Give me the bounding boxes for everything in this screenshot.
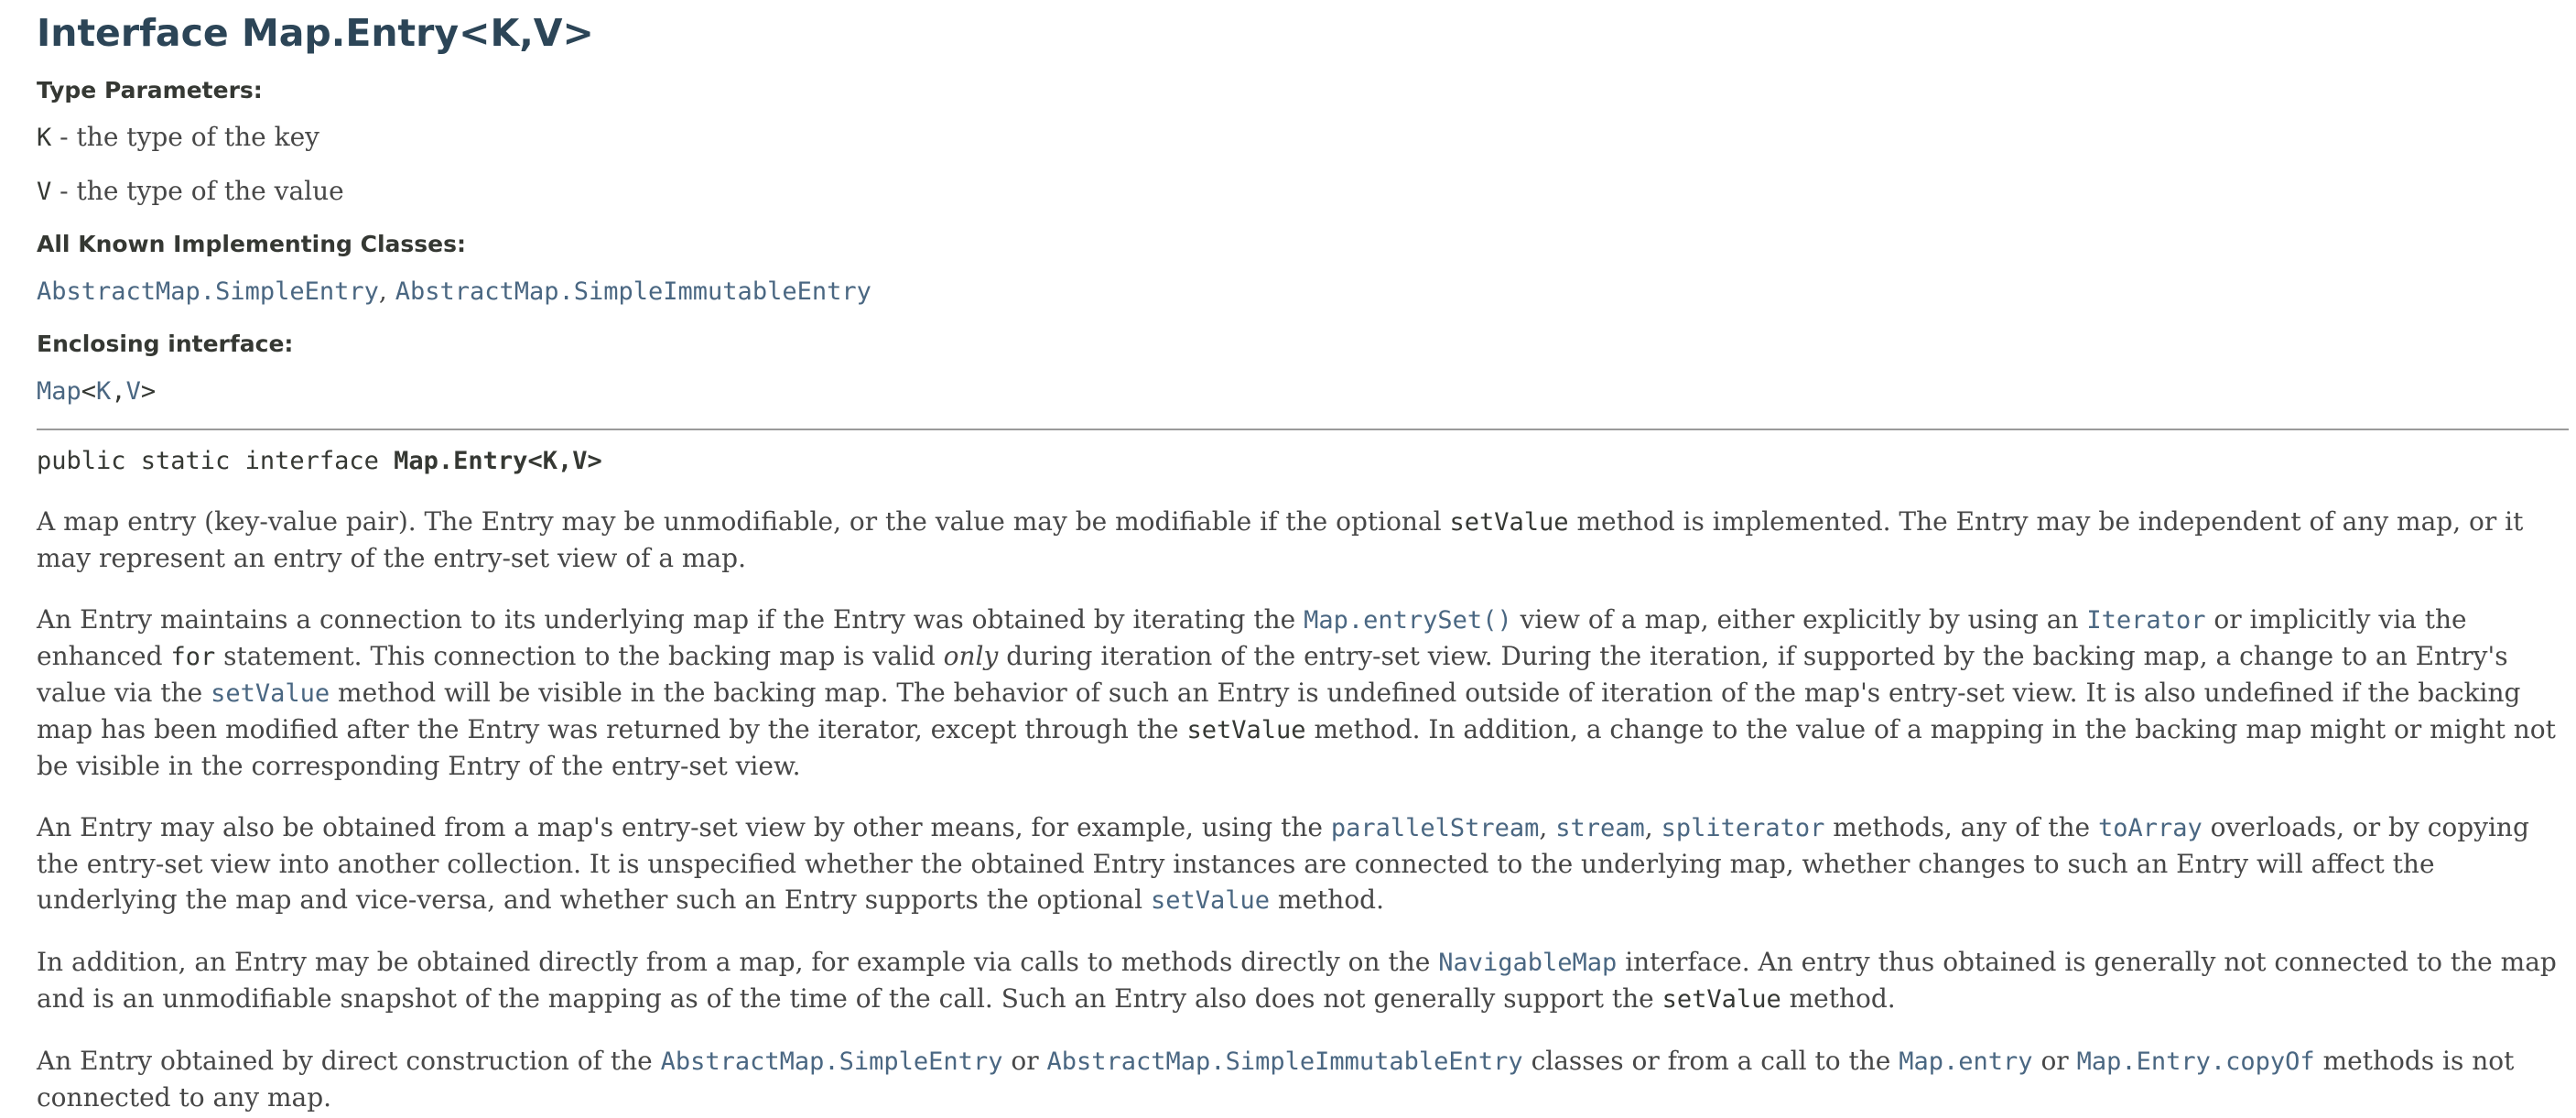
link-navigablemap[interactable]: NavigableMap <box>1438 949 1618 977</box>
type-parameter-desc: - the type of the key <box>51 122 319 152</box>
link-type-param-k[interactable]: K <box>96 377 112 406</box>
text: interface. An entry thus obtained is generally not connected to the map and is an unmodifiable snapshot of the mapping as of the time of the call. Such an Entry also does not generally support the <box>37 947 2557 1014</box>
text: In addition, an Entry may be obtained directly from a map, for example via calls to methods directly on the <box>37 947 1439 977</box>
type-parameter-desc: - the type of the value <box>51 176 344 206</box>
type-parameter-v <box>37 174 2569 210</box>
text: method will be visible in the backing map. The behavior of such an Entry is undefined outside of iteration of the map's entry-set view. It is also undefined if the backing map has been modified after the Entry was returned by the iterator, except through the <box>37 678 2521 744</box>
text: , <box>1539 812 1556 842</box>
text: , <box>1644 812 1661 842</box>
text: method. <box>1270 885 1385 915</box>
link-map[interactable]: Map <box>37 377 81 406</box>
text: overloads, or by copying the entry-set view into another collection. It is unspecified whether the obtained Entry instances are connected to the underlying map, whether changes to such an Entry will affect the underlying the map and vice-versa, and whether such an Entry supports the optional <box>37 812 2529 915</box>
code-for: for <box>170 643 216 671</box>
link-map-entryset[interactable]: Map.entrySet() <box>1304 606 1512 635</box>
text: An Entry maintains a connection to its underlying map if the Entry was obtained by iterating the <box>37 604 1304 635</box>
link-type-param-v[interactable]: V <box>125 377 141 406</box>
text: An Entry may also be obtained from a map's entry-set view by other means, for example, using the <box>37 812 1331 842</box>
generic-close: > <box>140 377 157 406</box>
code-setvalue: setValue <box>1186 716 1306 744</box>
link-stream[interactable]: stream <box>1555 814 1645 842</box>
text: method is implemented. The Entry may be independent of any map, or it may represent an entry of the entry-set view of a map. <box>37 506 2524 573</box>
text: or implicitly via the enhanced <box>37 604 2467 671</box>
text: method. In addition, a change to the value of a mapping in the backing map might or might not be visible in the corresponding Entry of the entry-set view. <box>37 714 2556 781</box>
link-parallelstream[interactable]: parallelStream <box>1330 814 1540 842</box>
type-parameter-name: K <box>37 124 52 152</box>
link-setvalue[interactable]: setValue <box>211 679 330 708</box>
link-setvalue[interactable]: setValue <box>1150 886 1271 915</box>
link-abstractmap-simpleimmutableentry[interactable]: AbstractMap.SimpleImmutableEntry <box>395 277 871 306</box>
link-map-entry[interactable]: Map.entry <box>1899 1047 2033 1076</box>
link-spliterator[interactable]: spliterator <box>1661 814 1825 842</box>
text: statement. This connection to the backing map is valid <box>215 641 944 671</box>
description-paragraph-3 <box>37 809 2563 918</box>
enclosing-interface-heading: Enclosing interface: <box>37 331 294 357</box>
type-signature <box>37 445 2569 478</box>
text: or <box>1002 1046 1047 1076</box>
type-parameter-name: V <box>37 178 52 206</box>
type-parameters-section <box>37 76 2569 210</box>
text: classes or from a call to the <box>1522 1046 1900 1076</box>
code-setvalue: setValue <box>1449 508 1569 537</box>
link-map-entry-copyof[interactable]: Map.Entry.copyOf <box>2076 1047 2315 1076</box>
enclosing-interface-value <box>37 374 2569 409</box>
signature-modifiers: public static interface <box>37 447 395 475</box>
generic-comma: , <box>111 377 126 406</box>
type-parameter-k <box>37 120 2569 156</box>
link-abstractmap-simpleentry[interactable]: AbstractMap.SimpleEntry <box>37 277 379 306</box>
text: view of a map, either explicitly by using an <box>1511 604 2087 635</box>
link-abstractmap-simpleimmutableentry[interactable]: AbstractMap.SimpleImmutableEntry <box>1046 1047 1523 1076</box>
text: methods is not connected to any map. <box>37 1046 2515 1113</box>
link-iterator[interactable]: Iterator <box>2086 606 2206 635</box>
text: during iteration of the entry-set view. During the iteration, if supported by the backing map, a change to an Entry's value via the <box>37 641 2508 708</box>
text: An Entry obtained by direct construction of the <box>37 1046 661 1076</box>
page-title: Interface Map.Entry<K,V> <box>37 11 594 55</box>
description-paragraph-2 <box>37 602 2563 784</box>
text: methods, any of the <box>1824 812 2098 842</box>
implementing-classes-heading: All Known Implementing Classes: <box>37 231 467 257</box>
generic-open: < <box>81 377 97 406</box>
implementing-classes-section <box>37 230 2569 309</box>
description-paragraph-4 <box>37 944 2563 1017</box>
enclosing-interface-section <box>37 330 2569 409</box>
class-description <box>37 0 2569 1115</box>
description-paragraph-1 <box>37 504 2563 576</box>
implementing-classes-list <box>37 274 2569 309</box>
text: or <box>2032 1046 2077 1076</box>
code-setvalue: setValue <box>1661 985 1781 1014</box>
text: method. <box>1780 983 1896 1014</box>
section-divider <box>37 429 2569 430</box>
link-toarray[interactable]: toArray <box>2097 814 2203 842</box>
description-paragraph-5 <box>37 1043 2563 1115</box>
link-abstractmap-simpleentry[interactable]: AbstractMap.SimpleEntry <box>660 1047 1003 1076</box>
list-separator: , <box>378 276 395 306</box>
emphasis-only: only <box>943 641 999 671</box>
signature-type-name: Map.Entry<K,V> <box>394 447 602 475</box>
text: A map entry (key-value pair). The Entry may be unmodifiable, or the value may be modifiable if the optional <box>37 506 1450 537</box>
type-parameters-heading: Type Parameters: <box>37 77 263 103</box>
